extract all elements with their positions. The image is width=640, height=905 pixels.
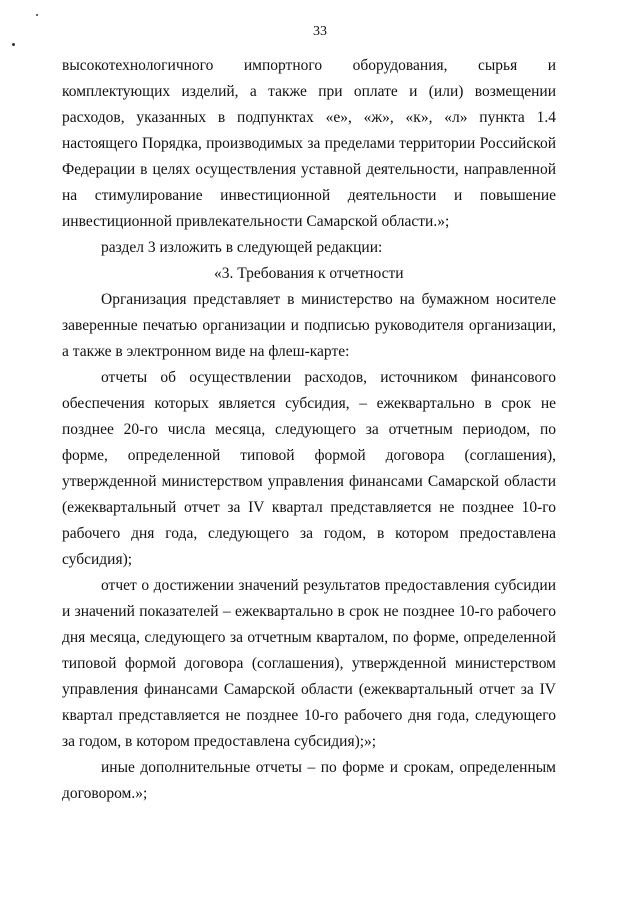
page-number: 33 <box>313 24 327 39</box>
paragraph-organization-submits: Организация представляет в министерство на бумажном носителе заверенные печатью организации и подписью руководителя организации, а также в электронном виде на флеш-карте: <box>62 291 556 360</box>
scan-speck <box>12 43 15 46</box>
scan-speck <box>36 14 38 16</box>
paragraph-results-report: отчет о достижении значений результатов предоставления субсидии и значений показателей – ежеквартально в срок не позднее 10-го рабочего дня месяца, следующего за отчетным кварталом, по форме, определенной типовой формой договора (соглашения), утвержденной министерством управления финансами Самарской области (ежеквартальный отчет за IV квартал представляется не позднее 10-го рабочего дня года, следующего за годом, в котором предоставлена субсидия);»; <box>62 577 556 750</box>
paragraph-continuation: высокотехнологичного импортного оборудования, сырья и комплектующих изделий, а также при оплате и (или) возмещении расходов, указанных в подпунктах «е», «ж», «к», «л» пункта 1.4 настоящего Порядка, производимых за пределами территории Российской Федерации в целях осуществления уставной деятельности, направленной на стимулирование инвестиционной деятельности и повышение инвестиционной привлекательности Самарской области.»; <box>62 57 556 230</box>
paragraph-expense-reports: отчеты об осуществлении расходов, источником финансового обеспечения которых является субсидия, – ежеквартально в срок не позднее 20-го числа месяца, следующего за отчетным периодом, по форме, определенной типовой формой договора (соглашения), утвержденной министерством управления финансами Самарской области (ежеквартальный отчет за IV квартал представляется не позднее 10-го рабочего дня года, следующего за годом, в котором предоставлена субсидия); <box>62 369 556 568</box>
paragraph-additional-reports: иные дополнительные отчеты – по форме и срокам, определенным договором.»; <box>62 759 556 802</box>
document-body <box>62 53 556 807</box>
section-heading: «3. Требования к отчетности <box>214 265 404 282</box>
paragraph-section-instruction: раздел 3 изложить в следующей редакции: <box>101 239 383 256</box>
